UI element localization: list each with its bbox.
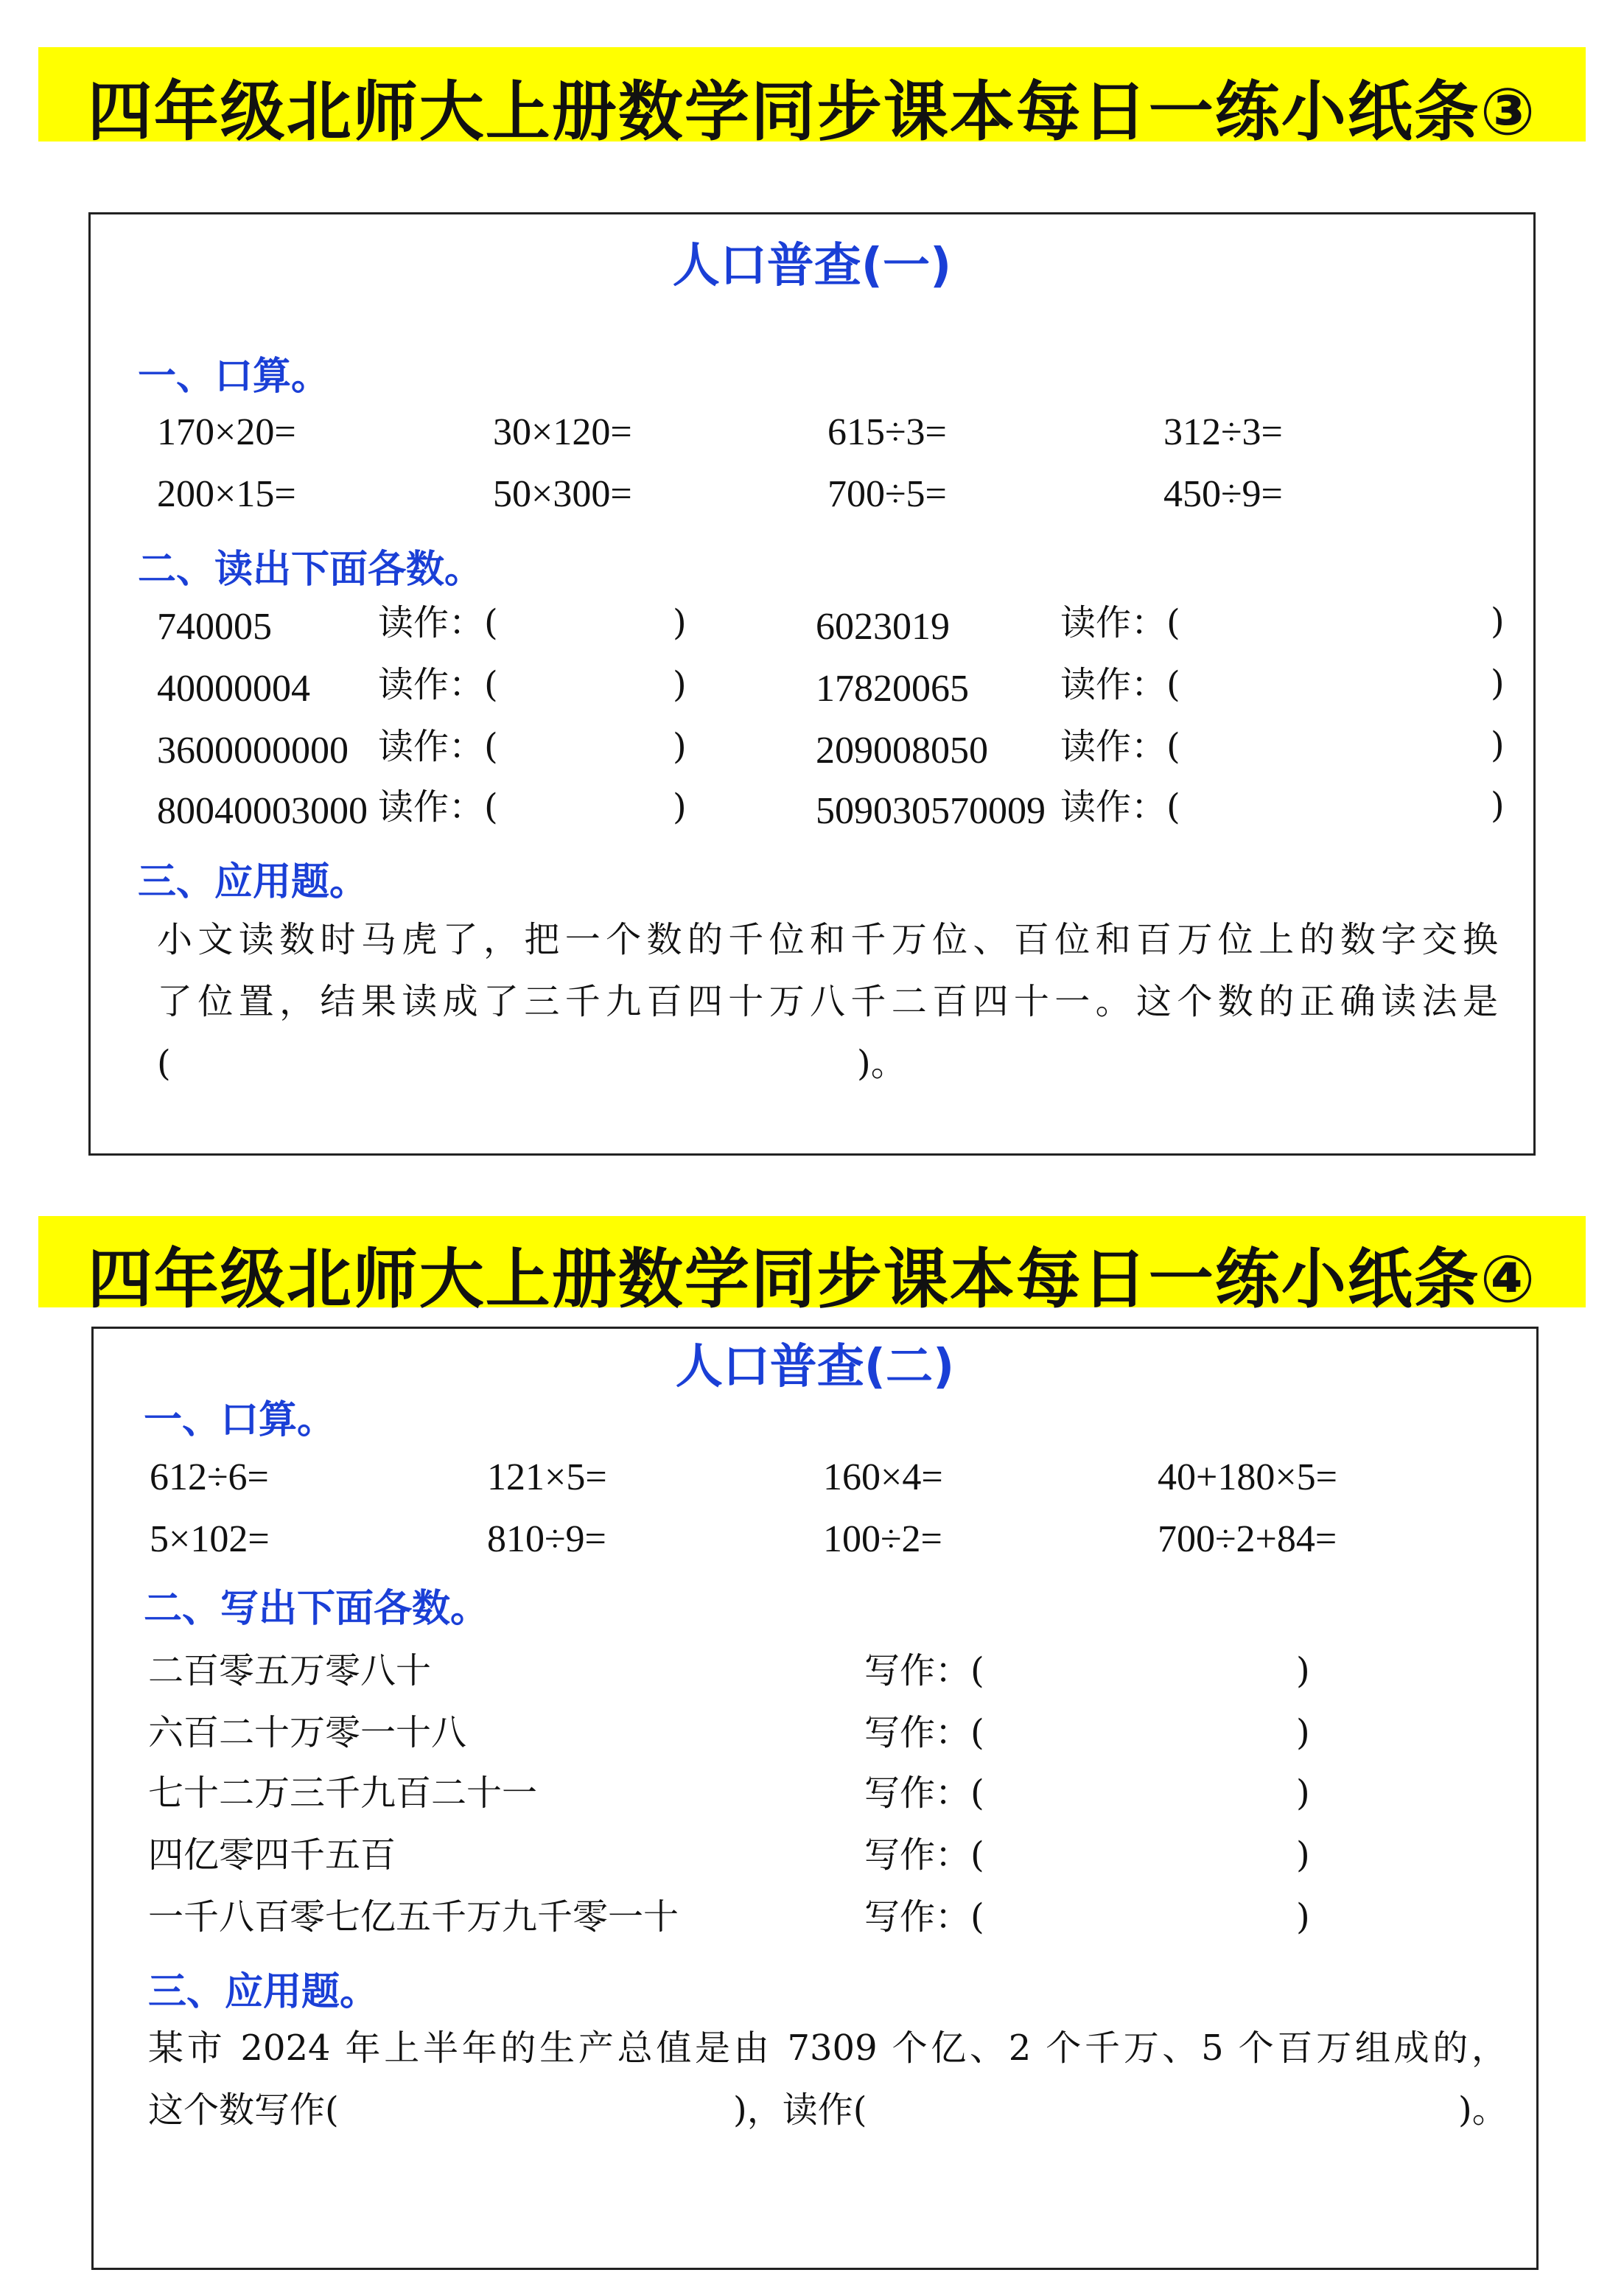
answer-blank-close: ): [1296, 1834, 1310, 1876]
sheet-3-title: 四年级北师大上册数学同步课本每日一练小纸条③: [87, 74, 1537, 150]
answer-blank-close: ): [673, 786, 687, 828]
answer-blank-close: ): [1296, 1712, 1310, 1753]
section-heading-write: 二、写出下面各数。: [144, 1587, 489, 1631]
number-to-read: 3600000000: [157, 730, 349, 772]
sheet-3-card: [88, 212, 1536, 1156]
calc-problem: 612÷6=: [150, 1456, 269, 1498]
write-label: 写作：(: [864, 1772, 984, 1814]
number-to-read: 6023019: [816, 606, 950, 648]
read-label: 读作：(: [378, 786, 498, 828]
problem-text: 这个数写作(: [148, 2089, 339, 2131]
sheet-4-card: [91, 1327, 1539, 2270]
calc-problem: 450÷9=: [1163, 473, 1283, 515]
problem-text: )，读作(: [733, 2089, 867, 2131]
answer-blank-close: ): [1296, 1896, 1310, 1938]
number-words: 四亿零四千五百: [148, 1834, 396, 1876]
calc-problem: 615÷3=: [827, 411, 947, 453]
calc-problem: 121×5=: [487, 1456, 607, 1498]
answer-blank-close: ): [1491, 724, 1505, 766]
answer-blank-close: ): [673, 664, 687, 705]
calc-problem: 50×300=: [493, 473, 632, 515]
calc-problem: 810÷9=: [487, 1518, 606, 1560]
calc-problem: 160×4=: [823, 1456, 943, 1498]
answer-blank-close: ): [673, 602, 687, 643]
number-to-read: 209008050: [816, 730, 988, 772]
answer-blank-close: )。: [857, 1043, 906, 1084]
read-label: 读作：(: [1060, 602, 1180, 643]
calc-problem: 700÷2+84=: [1158, 1518, 1337, 1560]
number-words: 七十二万三千九百二十一: [148, 1772, 538, 1814]
write-label: 写作：(: [864, 1896, 984, 1938]
answer-blank-open: (: [157, 1043, 171, 1084]
calc-problem: 200×15=: [157, 473, 296, 515]
calc-problem: 40+180×5=: [1158, 1456, 1337, 1498]
write-label: 写作：(: [864, 1712, 984, 1753]
answer-blank-close: ): [1296, 1650, 1310, 1691]
answer-blank-close: )。: [1458, 2089, 1508, 2131]
number-to-read: 509030570009: [816, 790, 1046, 832]
calc-problem: 312÷3=: [1163, 411, 1283, 453]
number-to-read: 80040003000: [157, 790, 368, 832]
read-label: 读作：(: [378, 664, 498, 705]
write-label: 写作：(: [864, 1834, 984, 1876]
read-label: 读作：(: [1060, 786, 1180, 828]
sheet-4-banner: [38, 1216, 1586, 1317]
answer-blank-close: ): [1491, 785, 1505, 826]
number-words: 一千八百零七亿五千万九千零一十: [148, 1896, 679, 1938]
section-heading-application: 三、应用题。: [148, 1970, 379, 2014]
sheet-3-banner: [38, 47, 1586, 150]
read-label: 读作：(: [378, 602, 498, 643]
answer-blank-close: ): [1296, 1772, 1310, 1814]
section-heading-oral: 一、口算。: [138, 354, 330, 399]
calc-problem: 170×20=: [157, 411, 296, 453]
section-heading-read: 二、读出下面各数。: [138, 548, 483, 592]
number-to-read: 40000004: [157, 668, 310, 710]
answer-blank-close: ): [1491, 601, 1505, 642]
answer-blank-close: ): [673, 726, 687, 767]
number-to-read: 740005: [157, 606, 272, 648]
read-label: 读作：(: [378, 726, 498, 767]
section-heading-oral: 一、口算。: [144, 1398, 336, 1442]
problem-text-line: 了位置，结果读成了三千九百四十万八千二百四十一。这个数的正确读法是: [157, 981, 1498, 1022]
number-to-read: 17820065: [816, 668, 969, 710]
problem-text-line: 小文读数时马虎了，把一个数的千位和千万位、百位和百万位上的数字交换: [157, 919, 1498, 960]
subtitle: 人口普查(一): [672, 239, 952, 293]
answer-blank-close: ): [1491, 663, 1505, 704]
calc-problem: 5×102=: [150, 1518, 270, 1560]
calc-problem: 100÷2=: [823, 1518, 942, 1560]
calc-problem: 700÷5=: [827, 473, 947, 515]
subtitle: 人口普查(二): [675, 1340, 955, 1394]
calc-problem: 30×120=: [493, 411, 632, 453]
section-heading-application: 三、应用题。: [138, 860, 368, 904]
read-label: 读作：(: [1060, 726, 1180, 767]
number-words: 二百零五万零八十: [148, 1650, 432, 1691]
read-label: 读作：(: [1060, 664, 1180, 705]
number-words: 六百二十万零一十八: [148, 1712, 467, 1753]
sheet-4-title: 四年级北师大上册数学同步课本每日一练小纸条④: [87, 1241, 1537, 1317]
write-label: 写作：(: [864, 1650, 984, 1691]
problem-text-line: 某市 2024 年上半年的生产总值是由 7309 个亿、2 个千万、5 个百万组成的，: [148, 2027, 1507, 2069]
